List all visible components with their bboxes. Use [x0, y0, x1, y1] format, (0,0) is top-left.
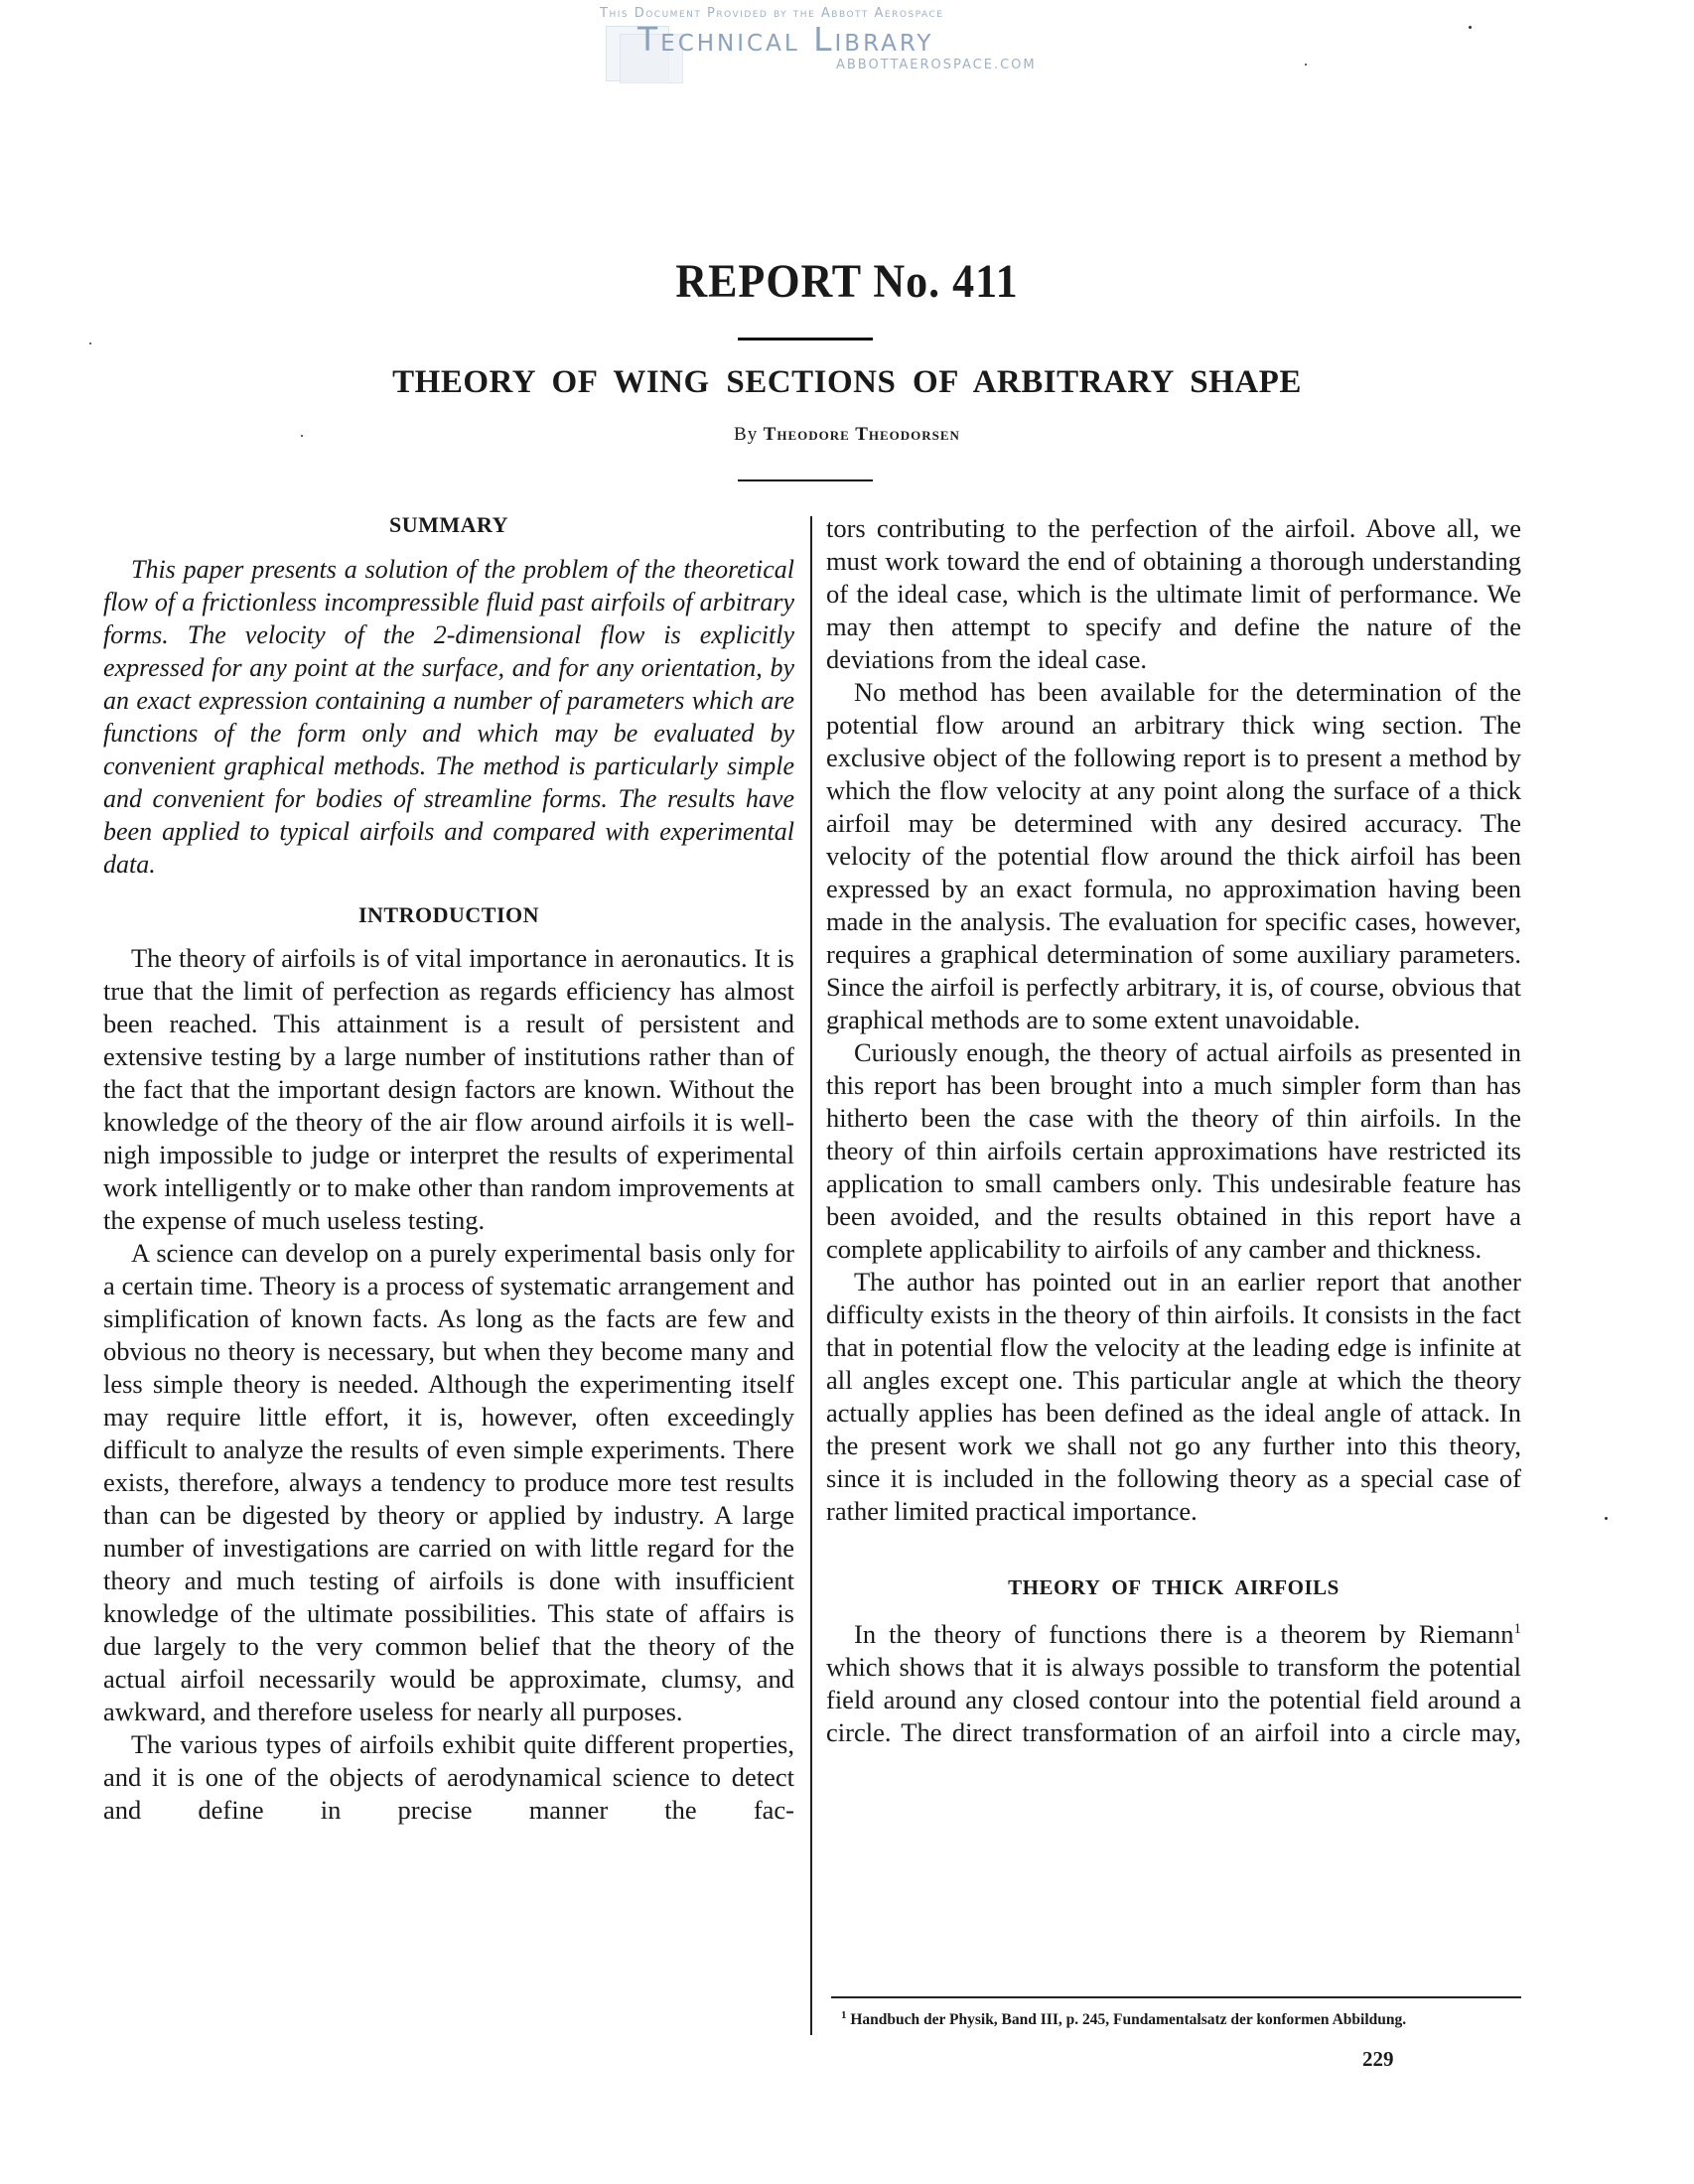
abbott-aerospace-watermark	[596, 4, 1092, 83]
report-number: REPORT No. 411	[675, 255, 1019, 308]
scan-speck	[1305, 64, 1307, 66]
watermark-line1: This Document Provided by the Abbott Aerospace	[600, 6, 944, 21]
watermark-url: ABBOTTAEROSPACE.COM	[836, 58, 1037, 72]
intro-paragraph-5: Curiously enough, the theory of actual airfoils as presented in this report has been brought into a much simpler form than has hitherto been the case with the theory of thin airfoils. In the theory of thin airfoils certain approximations have restricted its application to small cambers only. This undesirable feature has been avoided, and the results obtained in this report have a complete applicability to airfoils of any camber and thickness.	[826, 1037, 1521, 1264]
scan-speck	[1469, 26, 1472, 29]
scan-speck	[89, 342, 91, 344]
right-column	[826, 512, 1521, 1749]
summary-paragraph: This paper presents a solution of the problem of the theoretical flow of a frictionless incompressible fluid past airfoils of arbitrary forms. The velocity of the 2-dimensional flow is explicitly expressed for any point at the surface, and for any orientation, by an exact expression containing a number of parameters which are functions of the form only and which may be evaluated by convenient graphical methods. The method is particularly simple and convenient for bodies of streamline forms. The results have been applied to typical airfoils and compared with experimental data.	[103, 555, 794, 879]
thick-airfoils-paragraph	[826, 1618, 1521, 1749]
scan-speck	[301, 435, 303, 437]
intro-paragraph-2: A science can develop on a purely experimental basis only for a certain time. Theory is a process of systematic arrangement and simplification of known facts. As long as the facts are few and obvious no theory is necessary, but when they become many and less simple theory is needed. Although the experimenting itself may require little effort, it is, however, often exceedingly difficult to analyze the results of even simple experiments. There exists, therefore, always a tendency to produce more test results than can be digested by theory or applied by industry. A large number of investigations are carried on with little regard for the theory and much testing of airfoils is done with insufficient knowledge of the ultimate possibilities. This state of affairs is due largely to the very common belief that the theory of the actual airfoil necessarily would be approximate, clumsy, and awkward, and therefore useless for nearly all purposes.	[103, 1238, 794, 1726]
watermark-line2: Technical Library	[637, 20, 934, 59]
intro-paragraph-6: The author has pointed out in an earlier report that another difficulty exists in the theory of thin airfoils. It consists in the fact that in potential flow the velocity at the leading edge is infinite at all angles except one. This particular angle at which the theory actually applies has been defined as the ideal angle of attack. In the present work we shall not go any further into this theory, since it is included in the following theory as a special case of rather limited practical importance.	[826, 1267, 1521, 1526]
left-column	[103, 508, 794, 1827]
column-divider	[810, 516, 812, 2035]
intro-paragraph-3-continued: tors contributing to the perfection of the airfoil. Above all, we must work toward the end of obtaining a thorough understanding of the ideal case, which is the ultimate limit of performance. We may then attempt to specify and define the nature of the deviations from the ideal case.	[826, 513, 1521, 674]
author-name: Theodore Theodorsen	[763, 424, 960, 445]
intro-paragraph-1: The theory of airfoils is of vital importance in aeronautics. It is true that the limit of perfection as regards efficiency has almost been reached. This attainment is a result of persistent and extensive testing by a large number of institutions rather than of the fact that the important design factors are known. Without the knowledge of the theory of the air flow around airfoils it is well-nigh impossible to judge or interpret the results of experimental work intelligently or to make other than random improvements at the expense of much useless testing.	[103, 943, 794, 1235]
footnote-text: Handbuch der Physik, Band III, p. 245, Fundamentalsatz der konformen Abbildung.	[850, 2011, 1407, 2029]
footnote-marker: 1	[841, 2009, 847, 2021]
intro-paragraph-4: No method has been available for the determination of the potential flow around an arbitrary thick wing section. The exclusive object of the following report is to present a method by which the flow velocity at any point along the surface of a thick airfoil may be determined with any desired accuracy. The velocity of the potential flow around the thick airfoil has been expressed by an exact formula, no approximation having been made in the analysis. The evaluation for specific cases, however, requires a graphical determination of some auxiliary parameters. Since the airfoil is perfectly arbitrary, it is, of course, obvious that graphical methods are to some extent unavoidable.	[826, 677, 1521, 1034]
page-number: 229	[1362, 2047, 1394, 2071]
thick-airfoils-text-2: which shows that it is always possible to transform the potential field around any closed contour into the potential field around a circle. The direct transformation of an airfoil into a circle may,	[826, 1652, 1521, 1747]
scan-speck	[1605, 1517, 1608, 1520]
footnote-rule	[831, 1996, 1521, 1998]
summary-heading: SUMMARY	[388, 512, 509, 537]
introduction-heading: INTRODUCTION	[357, 902, 540, 927]
footnote	[831, 2005, 1521, 2030]
title-rule-bottom	[738, 479, 873, 481]
thick-airfoils-heading: THEORY OF THICK AIRFOILS	[1008, 1575, 1340, 1599]
paper-title: THEORY OF WING SECTIONS OF ARBITRARY SHAPE	[392, 364, 1302, 400]
title-rule-top	[738, 338, 873, 341]
footnote-reference[interactable]: 1	[1513, 1621, 1521, 1638]
byline	[0, 424, 1694, 446]
intro-paragraph-3: The various types of airfoils exhibit quite different properties, and it is one of the objects of aerodynamical science to detect and define in precise manner the fac-	[103, 1729, 794, 1825]
byline-prefix: By	[734, 424, 759, 445]
thick-airfoils-text-1: In the theory of functions there is a theorem by Riemann	[854, 1619, 1514, 1649]
